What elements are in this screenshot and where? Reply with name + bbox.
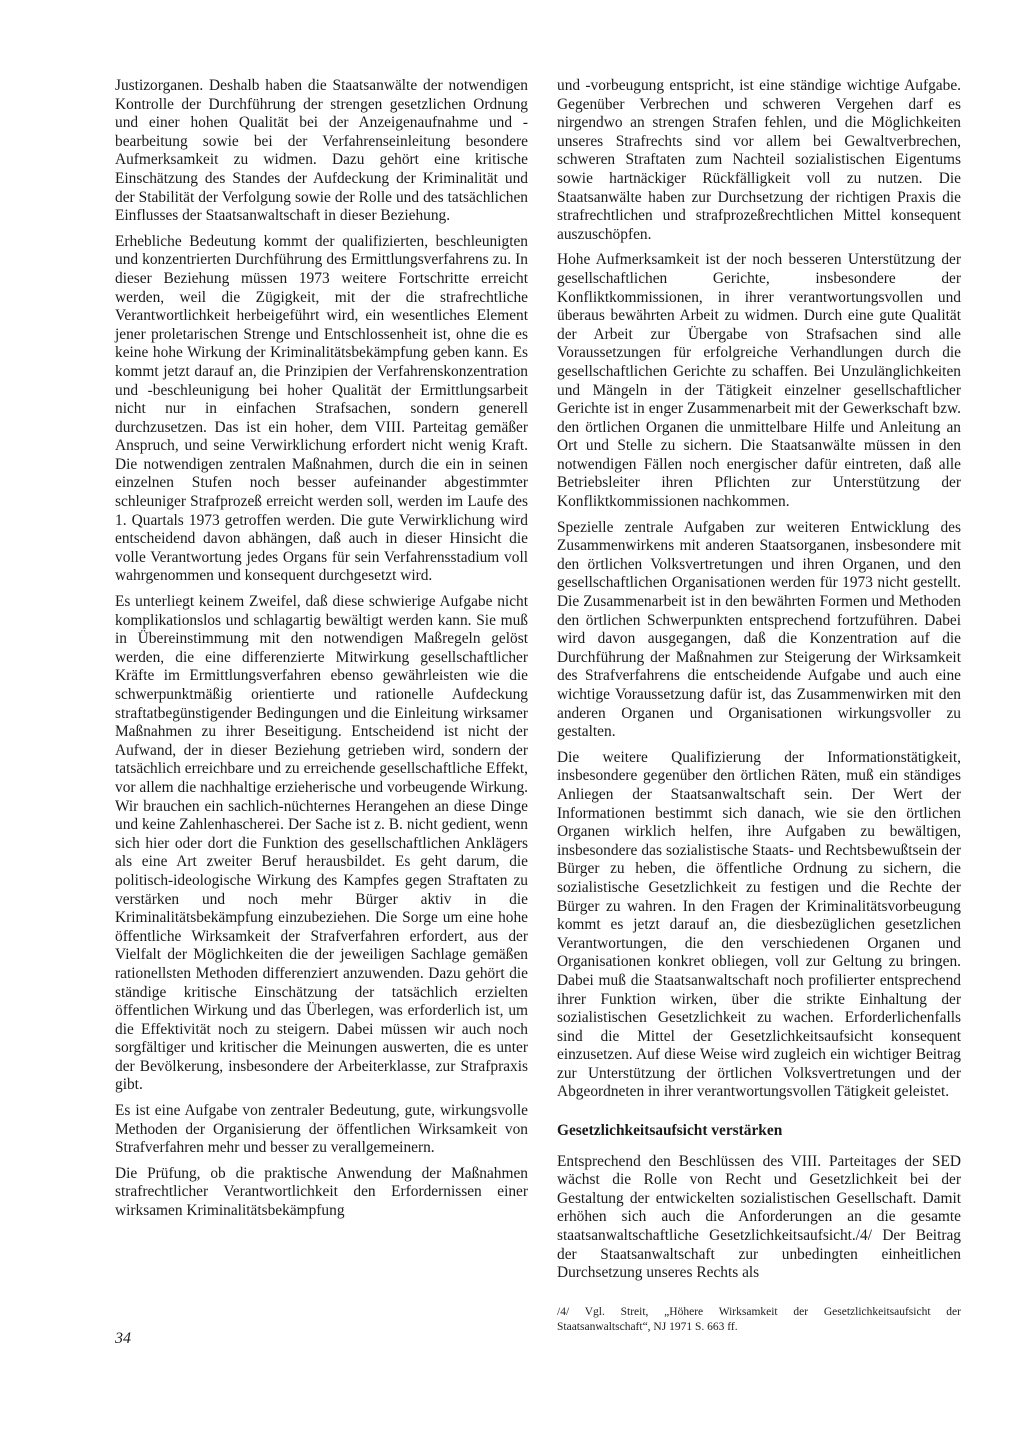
- section-heading: Gesetzlichkeitsaufsicht verstärken: [557, 1122, 783, 1140]
- paragraph: Erhebliche Bedeutung kommt der qualifizierten, beschleunigten und konzentrierten Durchführung des Ermittlungsverfahrens zu. In dieser Beziehung müssen 1973 weitere Fortschritte erreicht werden, weil die Zügigkeit, mit der die strafrechtliche Verantwortlichkeit herbeigeführt wird, ein wesentliches Element jener proletarischen Strenge und Entschlossenheit ist, ohne die es keine hohe Wirkung der Kriminalitätsbekämpfung geben kann. Es kommt jetzt darauf an, die Prinzipien der Verfahrenskonzentration und -beschleunigung bei hoher Qualität der Ermittlungsarbeit nicht nur in einfachen Strafsachen, sondern generell durchzusetzen. Das ist ein hoher, dem VIII. Parteitag gemäßer Anspruch, und seine Verwirklichung erfordert nicht wenig Kraft. Die notwendigen zentralen Maßnahmen, durch die ein in seinen einzelnen Stufen noch besser aufeinander abgestimmter schleuniger Strafprozeß erreicht werden soll, werden im Laufe des 1. Quartals 1973 getroffen werden. Die gute Verwirklichung wird entscheidend davon abhängen, daß auch in dieser Hinsicht die volle Verantwortung jedes Organs für sein Verfahrensstadium voll wahrgenommen und konsequent durchgesetzt wird.: [115, 232, 528, 585]
- right-column: [557, 77, 961, 1335]
- paragraph: Die Prüfung, ob die praktische Anwendung der Maßnahmen strafrechtlicher Verantwortlichkeit den Erfordernissen einer wirksamen Kriminalitätsbekämpfung: [115, 1164, 528, 1220]
- paragraph: und -vorbeugung entspricht, ist eine ständige wichtige Aufgabe. Gegenüber Verbrechen und schweren Vergehen darf es nirgendwo an strengen Strafen fehlen, und die Möglichkeiten unseres Strafrechts sind vor allem bei Gewaltverbrechen, schweren Straftaten zum Nachteil sozialistischen Eigentums sowie hartnäckiger Rückfälligkeit voll zu nutzen. Die Staatsanwälte haben zur Durchsetzung der richtigen Praxis die strafrechtlichen und strafprozeßrechtlichen Mittel konsequent auszuschöpfen.: [557, 77, 961, 243]
- paragraph: Es unterliegt keinem Zweifel, daß diese schwierige Aufgabe nicht komplikationslos und schlagartig bewältigt werden kann. Sie muß in Übereinstimmung mit den notwendigen Maßregeln gelöst werden, die eine differenzierte Mitwirkung gesellschaftlicher Kräfte im Ermittlungsverfahren ebenso gewährleisten wie die schwerpunktmäßig orientierte und rationelle Aufdeckung straftatbegünstigender Bedingungen und die Einleitung wirksamer Maßnahmen zu ihrer Beseitigung. Entscheidend ist nicht der Aufwand, der in dieser Beziehung getrieben wird, sondern der tatsächlich erreichbare und zu erreichende gesellschaftliche Effekt, vor allem die nachhaltige erzieherische und vorbeugende Wirkung. Wir brauchen ein sachlich-nüchternes Herangehen an diese Dinge und keine Zahlenhascherei. Der Sache ist z. B. nicht gedient, wenn sich hier oder dort die Funktion des gesellschaftlichen Anklägers als eine Art zweiter Beruf herausbildet. Es geht darum, die politisch-ideologische Wirkung des Kampfes gegen Straftaten zu verstärken und noch mehr Bürger aktiv in die Kriminalitätsbekämpfung einzubeziehen. Die Sorge um eine hohe öffentliche Wirksamkeit der Strafverfahren erfordert, aus der Vielfalt der Möglichkeiten die der jeweiligen Sachlage gemäßen rationellsten Methoden differenziert anzuwenden. Dazu gehört die ständige kritische Einschätzung der tatsächlich erzielten öffentlichen Wirkung und das Überlegen, was erforderlich ist, um die Effektivität noch zu steigern. Dabei müssen wir auch noch sorgfältiger und kritischer die Meinungen auswerten, die es unter der Bevölkerung, insbesondere der Arbeiterklasse, zur Strafpraxis gibt.: [115, 593, 528, 1094]
- left-column: [115, 77, 528, 1228]
- page-number: 34: [115, 1330, 131, 1347]
- paragraph: Hohe Aufmerksamkeit ist der noch besseren Unterstützung der gesellschaftlichen Gerichte, insbesondere der Konfliktkommissionen, in ihrer verantwortungsvollen und überaus bewährten Arbeit zu widmen. Durch eine gute Qualität der Arbeit zur Übergabe von Strafsachen sind alle Voraussetzungen für erfolgreiche Verhandlungen durch die gesellschaftlichen Gerichte zu schaffen. Bei Unzulänglichkeiten und Mängeln in der Tätigkeit einzelner gesellschaftlicher Gerichte ist in enger Zusammenarbeit mit der Gewerkschaft bzw. den örtlichen Organen die unmittelbare Hilfe und Anleitung an Ort und Stelle zu sichern. Die Staatsanwälte müssen in den notwendigen Fällen noch energischer dafür eintreten, daß alle Betriebsleiter ihren Pflichten zur Unterstützung der Konfliktkommissionen nachkommen.: [557, 251, 961, 511]
- footnote: /4/ Vgl. Streit, „Höhere Wirksamkeit der Gesetzlichkeitsaufsicht der Staatsanwaltschaft“, NJ 1971 S. 663 ff.: [557, 1305, 961, 1333]
- paragraph: Entsprechend den Beschlüssen des VIII. Parteitages der SED wächst die Rolle von Recht und Gesetzlichkeit bei der Gestaltung der entwickelten sozialistischen Gesellschaft. Damit erhöhen sich auch die Anforderungen an die gesamte staatsanwaltschaftliche Gesetzlichkeitsaufsicht./4/ Der Beitrag der Staatsanwaltschaft zur unbedingten einheitlichen Durchsetzung unseres Rechts als: [557, 1152, 961, 1282]
- paragraph: Die weitere Qualifizierung der Informationstätigkeit, insbesondere gegenüber den örtlichen Räten, muß ein ständiges Anliegen der Staatsanwaltschaft sein. Der Wert der Informationen bestimmt sich danach, wie sie den örtlichen Organen wirklich helfen, ihre Aufgaben zu bewältigen, insbesondere das sozialistische Staats- und Rechtsbewußtsein der Bürger zu heben, die öffentliche Ordnung zu sichern, die sozialistische Gesetzlichkeit zu festigen und die Rechte der Bürger zu wahren. In den Fragen der Kriminalitätsvorbeugung kommt es jetzt darauf an, die diesbezüglichen gesetzlichen Verantwortungen, die den verschiedenen Organen und Organisationen konkret obliegen, voll zur Geltung zu bringen. Dabei muß die Staatsanwaltschaft noch profilierter entsprechend ihrer Funktion wirken, über die strikte Einhaltung der sozialistischen Gesetzlichkeit zu wachen. Erforderlichenfalls sind die Mittel der Gesetzlichkeitsaufsicht konsequent einzusetzen. Auf diese Weise wird zugleich ein wichtiger Beitrag zur Unterstützung der örtlichen Volksvertretungen und der Abgeordneten in ihrer verantwortungsvollen Tätigkeit geleistet.: [557, 748, 961, 1101]
- paragraph: Es ist eine Aufgabe von zentraler Bedeutung, gute, wirkungsvolle Methoden der Organisierung der öffentlichen Wirksamkeit von Strafverfahren mehr und besser zu verallgemeinern.: [115, 1102, 528, 1157]
- paragraph: Spezielle zentrale Aufgaben zur weiteren Entwicklung des Zusammenwirkens mit anderen Staatsorganen, insbesondere mit den örtlichen Volksvertretungen und ihren Organen, und den gesellschaftlichen Organisationen werden für 1973 nicht gestellt. Die Zusammenarbeit ist in den bewährten Formen und Methoden den örtlichen Schwerpunkten entsprechend fortzuführen. Dabei wird davon ausgegangen, daß die Konzentration auf die Durchführung der Maßnahmen zur Steigerung der Wirksamkeit des Strafverfahrens die entscheidende Aufgabe und auch eine wichtige Voraussetzung dafür ist, das Zusammenwirken mit den anderen Organen und Organisationen wirkungsvoller zu gestalten.: [557, 518, 961, 741]
- paragraph: Justizorganen. Deshalb haben die Staatsanwälte der notwendigen Kontrolle der Durchführung der strengen gesetzlichen Ordnung und einer hohen Qualität bei der Anzeigenaufnahme und -bearbeitung sowie bei der Verfahrenseinleitung besondere Aufmerksamkeit zu widmen. Dazu gehört eine kritische Einschätzung des Standes der Aufdeckung der Kriminalität und der Stabilität der Verfolgung sowie der Rolle und des tatsächlichen Einflusses der Staatsanwaltschaft in dieser Beziehung.: [115, 77, 528, 225]
